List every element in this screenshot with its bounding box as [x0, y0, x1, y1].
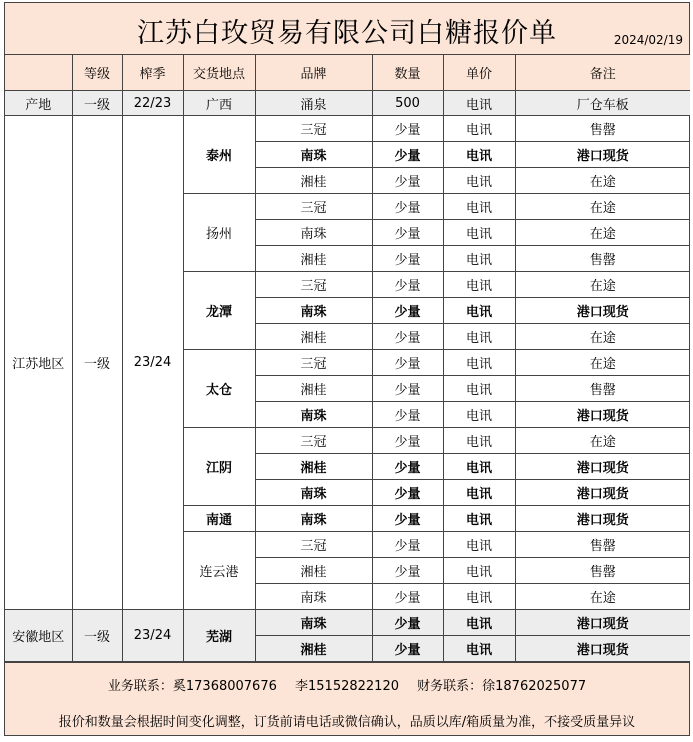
quantity-cell: 少量: [372, 584, 443, 610]
price-table: [5, 55, 690, 662]
note-cell: 港口现货: [515, 298, 690, 324]
price-cell: 电讯: [443, 194, 515, 220]
note-cell: 在途: [515, 220, 690, 246]
note-cell: 港口现货: [515, 454, 690, 480]
brand-cell: 三冠: [255, 116, 372, 142]
quantity-cell: 少量: [372, 402, 443, 428]
location-cell: 龙潭: [183, 272, 255, 350]
brand-cell: 南珠: [255, 220, 372, 246]
quantity-cell: 少量: [372, 298, 443, 324]
price-cell: 电讯: [443, 402, 515, 428]
location-cell: 江阴: [183, 428, 255, 506]
quantity-cell: 少量: [372, 220, 443, 246]
note-cell: 在途: [515, 194, 690, 220]
price-cell: 电讯: [443, 454, 515, 480]
brand-cell: 三冠: [255, 350, 372, 376]
contact-2: 李15152822120: [295, 679, 399, 694]
season-cell: 23/24: [122, 610, 183, 662]
note-cell: 港口现货: [515, 480, 690, 506]
brand-cell: 湘桂: [255, 376, 372, 402]
sheet-date: 2024/02/19: [613, 33, 683, 47]
brand-cell: 南珠: [255, 480, 372, 506]
price-cell: 电讯: [443, 376, 515, 402]
quantity-cell: 少量: [372, 272, 443, 298]
origin-location: 广西: [183, 91, 255, 116]
brand-cell: 湘桂: [255, 246, 372, 272]
contact-1: 奚17368007676: [172, 679, 277, 694]
price-cell: 电讯: [443, 610, 515, 636]
price-cell: 电讯: [443, 116, 515, 142]
note-cell: 售罄: [515, 376, 690, 402]
table-row: [5, 116, 690, 142]
price-cell: 电讯: [443, 168, 515, 194]
note-cell: 在途: [515, 272, 690, 298]
header-season: 榨季: [122, 55, 183, 91]
origin-season: 22/23: [122, 91, 183, 116]
price-cell: 电讯: [443, 636, 515, 662]
quantity-cell: 少量: [372, 116, 443, 142]
origin-note: 厂仓车板: [515, 91, 690, 116]
brand-cell: 湘桂: [255, 636, 372, 662]
finance-contact: 财务联系：徐18762025077: [417, 679, 587, 694]
note-cell: 在途: [515, 350, 690, 376]
origin-row: [5, 91, 690, 116]
price-cell: 电讯: [443, 558, 515, 584]
brand-cell: 湘桂: [255, 558, 372, 584]
title-bar: [5, 3, 689, 55]
note-cell: 售罄: [515, 532, 690, 558]
notice-text: 报价和数量会根据时间变化调整，订货前请电话或微信确认，品质以库/箱质量为准，不接受质量异议: [58, 715, 636, 730]
origin-quantity: 500: [372, 91, 443, 116]
quantity-cell: 少量: [372, 610, 443, 636]
quantity-cell: 少量: [372, 324, 443, 350]
note-cell: 在途: [515, 584, 690, 610]
brand-cell: 南珠: [255, 610, 372, 636]
quantity-cell: 少量: [372, 506, 443, 532]
season-cell: 23/24: [122, 116, 183, 610]
quantity-cell: 少量: [372, 168, 443, 194]
quantity-cell: 少量: [372, 194, 443, 220]
header-row: [5, 55, 690, 91]
quantity-cell: 少量: [372, 636, 443, 662]
location-cell: 太仓: [183, 350, 255, 428]
header-price: 单价: [443, 55, 515, 91]
note-cell: 在途: [515, 324, 690, 350]
quantity-cell: 少量: [372, 558, 443, 584]
grade-cell: 一级: [72, 610, 122, 662]
brand-cell: 南珠: [255, 142, 372, 168]
note-cell: 港口现货: [515, 636, 690, 662]
header-grade: 等级: [72, 55, 122, 91]
quantity-cell: 少量: [372, 246, 443, 272]
origin-label: 产地: [5, 91, 72, 116]
price-cell: 电讯: [443, 584, 515, 610]
header-location: 交货地点: [183, 55, 255, 91]
header-note: 备注: [515, 55, 690, 91]
header-quantity: 数量: [372, 55, 443, 91]
brand-cell: 南珠: [255, 402, 372, 428]
price-sheet: [4, 2, 690, 736]
price-cell: 电讯: [443, 142, 515, 168]
quantity-cell: 少量: [372, 350, 443, 376]
price-cell: 电讯: [443, 246, 515, 272]
origin-grade: 一级: [72, 91, 122, 116]
header-blank: [5, 55, 72, 91]
location-cell: 芜湖: [183, 610, 255, 662]
quantity-cell: 少量: [372, 142, 443, 168]
note-cell: 在途: [515, 168, 690, 194]
brand-cell: 湘桂: [255, 168, 372, 194]
location-cell: 南通: [183, 506, 255, 532]
price-cell: 电讯: [443, 272, 515, 298]
price-cell: 电讯: [443, 532, 515, 558]
contact-label: 业务联系：: [107, 679, 173, 694]
origin-brand: 涌泉: [255, 91, 372, 116]
quantity-cell: 少量: [372, 454, 443, 480]
brand-cell: 南珠: [255, 298, 372, 324]
brand-cell: 湘桂: [255, 324, 372, 350]
price-cell: 电讯: [443, 480, 515, 506]
location-cell: 连云港: [183, 532, 255, 610]
note-cell: 在途: [515, 428, 690, 454]
note-cell: 售罄: [515, 246, 690, 272]
brand-cell: 南珠: [255, 584, 372, 610]
sheet-title: 江苏白玫贸易有限公司白糖报价单: [137, 18, 557, 49]
origin-price: 电讯: [443, 91, 515, 116]
note-cell: 售罄: [515, 116, 690, 142]
grade-cell: 一级: [72, 116, 122, 610]
region-cell: 安徽地区: [5, 610, 72, 662]
brand-cell: 三冠: [255, 194, 372, 220]
brand-cell: 湘桂: [255, 454, 372, 480]
note-cell: 港口现货: [515, 142, 690, 168]
location-cell: 扬州: [183, 194, 255, 272]
quantity-cell: 少量: [372, 376, 443, 402]
price-cell: 电讯: [443, 324, 515, 350]
contact-line: [5, 675, 689, 694]
footer: [5, 662, 689, 735]
note-cell: 港口现货: [515, 506, 690, 532]
region-cell: 江苏地区: [5, 116, 72, 610]
quantity-cell: 少量: [372, 480, 443, 506]
location-cell: 泰州: [183, 116, 255, 194]
price-cell: 电讯: [443, 506, 515, 532]
brand-cell: 南珠: [255, 506, 372, 532]
price-cell: 电讯: [443, 350, 515, 376]
price-cell: 电讯: [443, 220, 515, 246]
note-cell: 港口现货: [515, 610, 690, 636]
note-cell: 港口现货: [515, 402, 690, 428]
brand-cell: 三冠: [255, 532, 372, 558]
quantity-cell: 少量: [372, 428, 443, 454]
table-row: [5, 610, 690, 636]
note-cell: 售罄: [515, 558, 690, 584]
brand-cell: 三冠: [255, 428, 372, 454]
brand-cell: 三冠: [255, 272, 372, 298]
header-brand: 品牌: [255, 55, 372, 91]
quantity-cell: 少量: [372, 532, 443, 558]
price-cell: 电讯: [443, 298, 515, 324]
price-cell: 电讯: [443, 428, 515, 454]
